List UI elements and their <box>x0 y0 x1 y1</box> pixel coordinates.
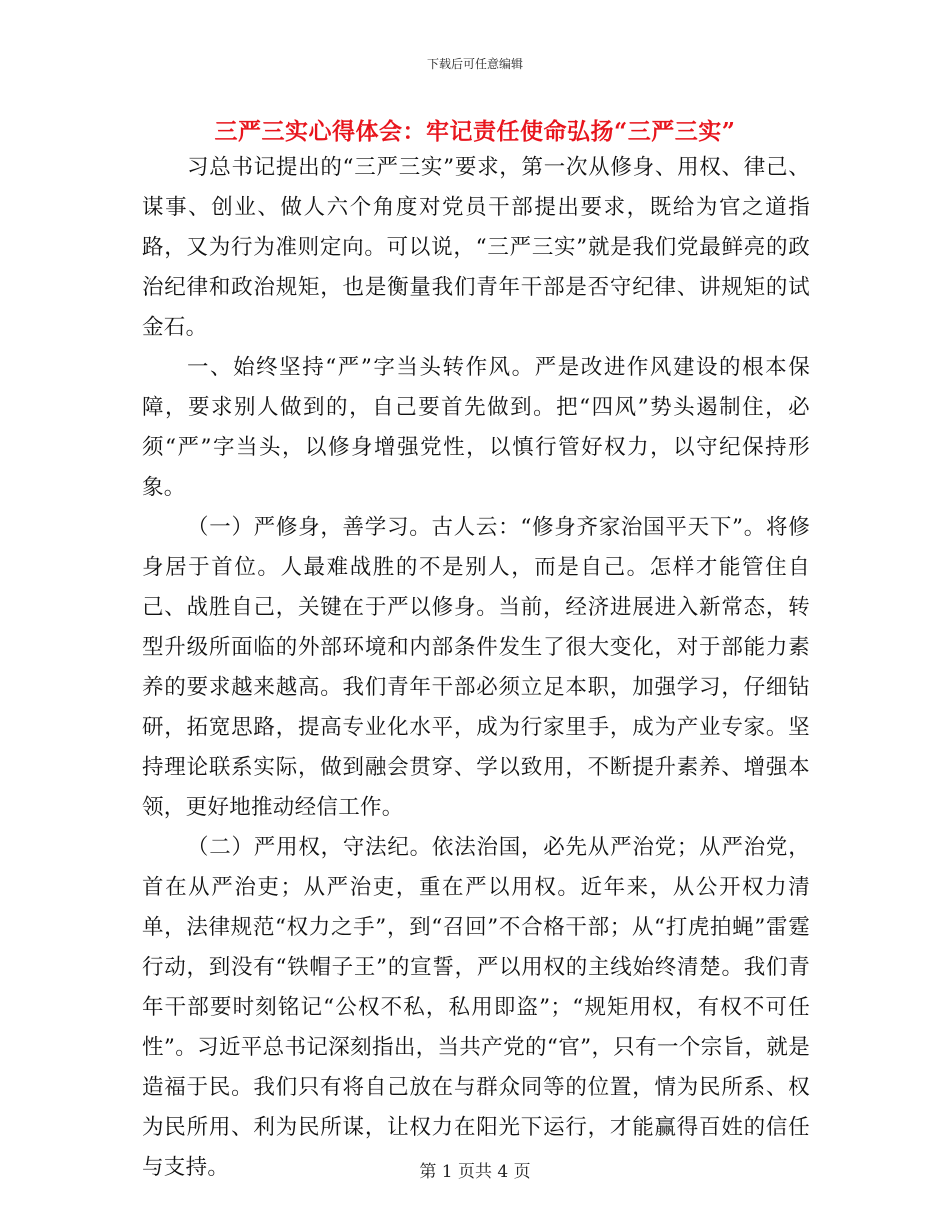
paragraph-intro: 习总书记提出的“三严三实”要求，第一次从修身、用权、律己、谋事、创业、做人六个角度对党员干部提出要求，既给为官之道指路，又为行为准则定向。可以说，“三严三实”就是我们党最鲜亮的政治纪律和政治规矩，也是衡量我们青年干部是否守纪律、讲规矩的试金石。 <box>142 155 810 340</box>
paragraph-subsection-two: （二）严用权，守法纪。依法治国，必先从严治党；从严治党，首在从严治吏；从严治吏，重在严以用权。近年来，从公开权力清单，法律规范“权力之手”，到“召回”不合格干部；从“打虎拍蝇”雷霆行动，到没有“铁帽子王”的宣誓，严以用权的主线始终清楚。我们青年干部要时刻铭记“公权不私，私用即盗”；“规矩用权，有权不可任性”。习近平总书记深刻指出，当共产党的“官”，只有一个宗旨，就是造福于民。我们只有将自己放在与群众同等的位置，情为民所系、权为民所用、利为民所谋，让权力在阳光下运行，才能赢得百姓的信任与支持。 <box>142 835 810 1180</box>
document-title: 三严三实心得体会：牢记责任使命弘扬“三严三实” <box>214 118 736 145</box>
page-number: 第 1 页共 4 页 <box>419 1162 531 1182</box>
page-header-note: 下载后可任意编辑 <box>426 57 523 71</box>
document-body <box>142 148 810 1188</box>
paragraph-subsection-one: （一）严修身，善学习。古人云：“修身齐家治国平天下”。将修身居于首位。人最难战胜的不是别人，而是自己。怎样才能管住自己、战胜自己，关键在于严以修身。当前，经济进展进入新常态，转型升级所面临的外部环境和内部条件发生了很大变化，对于部能力素养的要求越来越高。我们青年干部必须立足本职，加强学习，仔细钻研，拓宽思路，提高专业化水平，成为行家里手，成为产业专家。坚持理论联系实际，做到融会贯穿、学以致用，不断提升素养、增强本领，更好地推动经信工作。 <box>142 515 810 820</box>
paragraph-section-one: 一、始终坚持“严”字当头转作风。严是改进作风建设的根本保障，要求别人做到的，自己要首先做到。把“四风”势头遏制住，必须“严”字当头，以修身增强党性，以慎行管好权力，以守纪保持形象。 <box>142 355 810 500</box>
